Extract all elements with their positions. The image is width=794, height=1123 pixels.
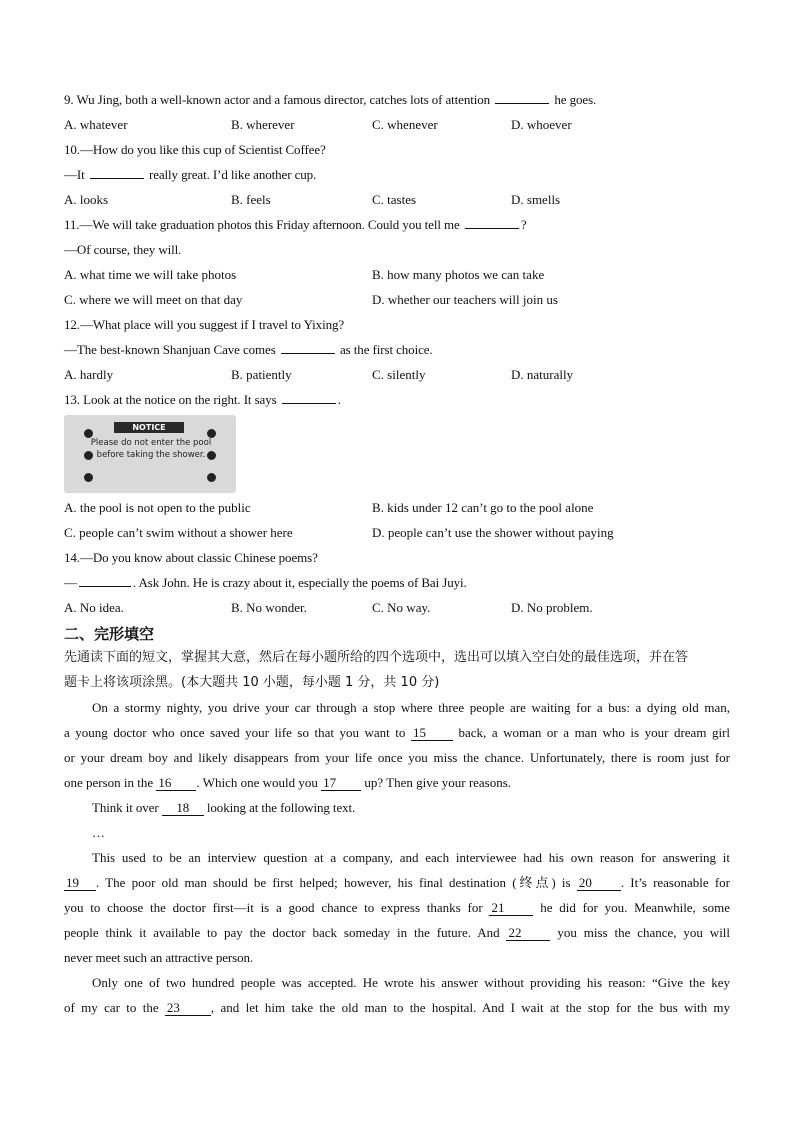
passage-text: up? Then give your reasons.: [364, 775, 512, 790]
section-instructions-line2: 题卡上将该项涂黑。(本大题共 10 小题，每小题 1 分，共 10 分): [64, 675, 440, 690]
q12-reply-end: as the first choice.: [340, 342, 433, 357]
q9-option-b: B. wherever: [231, 117, 295, 132]
q13-option-b: B. kids under 12 can’t go to the pool alone: [372, 500, 594, 515]
blank-23: 23: [165, 1001, 211, 1016]
q13-option-d: D. people can’t use the shower without paying: [372, 525, 614, 540]
blank-22: 22: [506, 926, 550, 941]
q14-option-d: D. No problem.: [511, 600, 593, 615]
q14-option-a: A. No idea.: [64, 600, 124, 615]
q11-option-b: B. how many photos we can take: [372, 267, 545, 282]
q14-blank: [79, 575, 131, 587]
q10-reply-start: —It: [64, 167, 85, 182]
passage-text: he did for you. Meanwhile, some: [540, 900, 731, 915]
q11-blank: [465, 217, 519, 229]
passage-line: [64, 925, 730, 941]
passage-ellipsis: …: [92, 825, 105, 840]
blank-17: 17: [321, 776, 361, 791]
passage-text: you miss the chance, you will: [557, 925, 731, 940]
passage-text: you to choose the doctor first—it is a good chance to express thanks for: [64, 900, 483, 915]
q12-option-d: D. naturally: [511, 367, 574, 382]
q14-option-b: B. No wonder.: [231, 600, 307, 615]
q13-stem-end: .: [337, 392, 341, 407]
q13-blank: [282, 392, 336, 404]
passage-text: one person in the: [64, 775, 154, 790]
passage-line: This used to be an interview question at a company, and each interviewee had his own reason for answering it: [92, 850, 730, 865]
q10-reply: [64, 167, 316, 183]
q13-option-c: C. people can’t swim without a shower here: [64, 525, 293, 540]
passage-line: On a stormy nighty, you drive your car through a stop where three people are waiting for a bus: a dying old man,: [92, 700, 730, 715]
q13-option-a: A. the pool is not open to the public: [64, 500, 251, 515]
passage-line: [64, 1000, 730, 1016]
q14-stem: 14.—Do you know about classic Chinese poems?: [64, 550, 318, 565]
q9-stem-text: 9. Wu Jing, both a well-known actor and a famous director, catches lots of attention: [64, 92, 491, 107]
blank-16: 16: [156, 776, 196, 791]
q12-option-c: C. silently: [372, 367, 426, 382]
q11-option-a: A. what time we will take photos: [64, 267, 237, 282]
q14-option-c: C. No way.: [372, 600, 431, 615]
passage-line: [64, 775, 730, 791]
q11-stem-end: ?: [520, 217, 527, 232]
blank-18: 18: [162, 801, 204, 816]
q9-blank: [495, 92, 549, 104]
q9-option-a: A. whatever: [64, 117, 128, 132]
section-instructions-line1: 先通读下面的短文，掌握其大意，然后在每小题所给的四个选项中，选出可以填入空白处的最佳选项，并在答: [64, 650, 689, 665]
passage-line: Only one of two hundred people was accepted. He wrote his answer without providing his reason: “Give the key: [92, 975, 730, 990]
q10-option-c: C. tastes: [372, 192, 417, 207]
q9-stem-end: he goes.: [554, 92, 597, 107]
passage-text: . It’s reasonable for: [620, 875, 730, 890]
section-title: 二、完形填空: [64, 625, 155, 643]
passage-line: or your dream boy and likely disappears from your life once you miss the chance. Unfortunately, there is room just for: [64, 750, 730, 765]
q9-option-d: D. whoever: [511, 117, 572, 132]
q12-stem: 12.—What place will you suggest if I travel to Yixing?: [64, 317, 345, 332]
notice-rivet: [207, 473, 216, 482]
q12-blank: [281, 342, 335, 354]
notice-rivet: [84, 473, 93, 482]
q12-reply-start: —The best-known Shanjuan Cave comes: [64, 342, 276, 357]
notice-image: [64, 415, 236, 493]
passage-text: looking at the following text.: [206, 800, 356, 815]
q9-stem: [64, 92, 596, 108]
q10-option-d: D. smells: [511, 192, 561, 207]
q11-stem-text: 11.—We will take graduation photos this Friday afternoon. Could you tell me: [64, 217, 460, 232]
passage-text: back, a woman or a man who is your dream girl: [458, 725, 731, 740]
q14-reply: [64, 575, 467, 591]
passage-line: [64, 875, 730, 891]
q10-option-b: B. feels: [231, 192, 271, 207]
blank-15: 15: [411, 726, 453, 741]
passage-line: [92, 800, 355, 816]
passage-text: Think it over: [92, 800, 159, 815]
q11-stem: [64, 217, 527, 233]
notice-text: Please do not enter the pool before taking the shower.: [90, 438, 212, 460]
q13-stem: [64, 392, 341, 408]
notice-title: NOTICE: [114, 422, 184, 433]
q12-option-b: B. patiently: [231, 367, 292, 382]
blank-20: 20: [577, 876, 621, 891]
q11-option-c: C. where we will meet on that day: [64, 292, 243, 307]
passage-text: . Which one would you: [196, 775, 318, 790]
blank-19: 19: [64, 876, 96, 891]
passage-line: [64, 900, 730, 916]
q12-option-a: A. hardly: [64, 367, 114, 382]
q14-reply-end: . Ask John. He is crazy about it, especially the poems of Bai Juyi.: [132, 575, 467, 590]
q10-option-a: A. looks: [64, 192, 109, 207]
passage-text: . The poor old man should be first helped; however, his final destination (终点) is: [96, 875, 571, 890]
passage-text: , and let him take the old man to the hospital. And I wait at the stop for the bus with my: [210, 1000, 730, 1015]
q10-stem: 10.—How do you like this cup of Scientist Coffee?: [64, 142, 326, 157]
q10-reply-end: really great. I’d like another cup.: [148, 167, 317, 182]
passage-text: people think it available to pay the doctor back someday in the future. And: [64, 925, 500, 940]
passage-text: of my car to the: [64, 1000, 159, 1015]
q14-reply-start: —: [64, 575, 77, 590]
blank-21: 21: [489, 901, 533, 916]
q11-option-d: D. whether our teachers will join us: [372, 292, 558, 307]
q13-stem-text: 13. Look at the notice on the right. It says: [64, 392, 277, 407]
q11-reply: —Of course, they will.: [64, 242, 182, 257]
q10-blank: [90, 167, 144, 179]
q9-option-c: C. whenever: [372, 117, 438, 132]
q12-reply: [64, 342, 433, 358]
passage-line: [64, 725, 730, 741]
passage-text: a young doctor who once saved your life so that you want to: [64, 725, 406, 740]
passage-line: never meet such an attractive person.: [64, 950, 254, 965]
